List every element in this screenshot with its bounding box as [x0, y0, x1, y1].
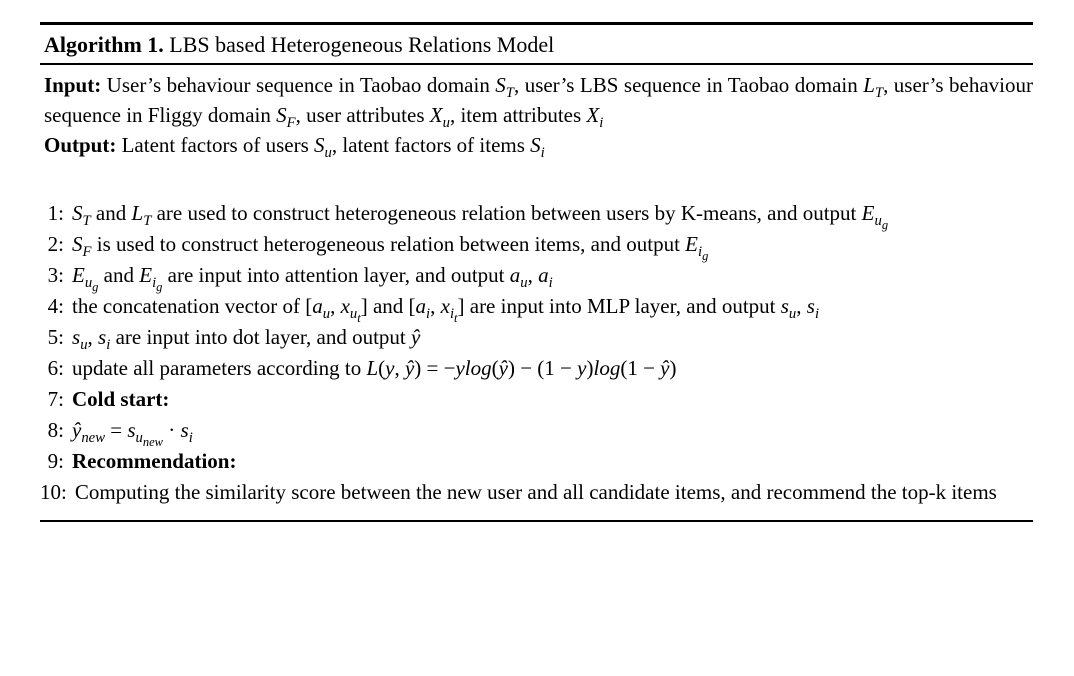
algorithm-step: [40, 291, 1033, 326]
step-text: $S_F$ is used to construct heterogeneous relation between items, and output $E_{i_g}$: [72, 232, 709, 264]
io-line: Output: Latent factors of users $S_u$, latent factors of items $S_i$: [44, 133, 545, 162]
algorithm-title: LBS based Heterogeneous Relations Model: [163, 32, 555, 57]
step-number: 10:: [40, 480, 67, 504]
step-number: 4:: [47, 294, 64, 318]
step-text: $E_{u_g}$ and $E_{i_g}$ are input into attention layer, and output $a_u$, $a_i$: [72, 263, 553, 295]
algorithm-step: [40, 446, 1033, 477]
step-number: 7:: [47, 387, 64, 411]
step-text: Cold start:: [72, 387, 170, 411]
step-number: 3:: [47, 263, 64, 287]
algorithm-step: [40, 198, 1033, 233]
step-text: Recommendation:: [72, 449, 237, 473]
algorithm-number-label: Algorithm 1.: [44, 32, 164, 57]
algorithm-step: [40, 477, 1033, 508]
algorithm-figure: [40, 22, 1033, 522]
algorithm-step: [40, 322, 1033, 353]
algorithm-header: [40, 22, 1033, 65]
step-number: 9:: [47, 449, 64, 473]
step-number: 8:: [47, 418, 64, 442]
step-number: 2:: [47, 232, 64, 256]
step-number: 1:: [47, 201, 64, 225]
step-text: Computing the similarity score between the new user and all candidate items, and recommend the top-k items: [74, 480, 997, 504]
algorithm-step: [40, 229, 1033, 264]
algorithm-step: [40, 415, 1033, 450]
io-label: Input:: [44, 73, 102, 97]
algorithm-step: [40, 353, 1033, 384]
step-text: $S_T$ and $L_T$ are used to construct heterogeneous relation between users by K-means, and output $E_{u_g}$: [72, 201, 889, 233]
step-text: the concatenation vector of [$a_u$, $x_{u_t}$] and [$a_i$, $x_{i_t}$] are input into MLP layer, and output $s_u$, $s_i$: [72, 294, 820, 326]
io-label: Output:: [44, 133, 117, 157]
step-number: 6:: [47, 356, 64, 380]
bottom-rule: [40, 520, 1033, 522]
step-text: update all parameters according to L(y, ŷ) = −ylog(ŷ) − (1 − y)log(1 − ŷ): [72, 356, 677, 380]
step-text: $ŷ_{new} = s_{u_{new}} \cdot s_i$: [72, 418, 193, 450]
algorithm-step: [40, 260, 1033, 295]
algorithm-steps: [40, 198, 1033, 508]
step-number: 5:: [47, 325, 64, 349]
io-line: Input: User’s behaviour sequence in Taobao domain $S_T$, user’s LBS sequence in Taobao domain $L_T$, user’s behaviour sequence in Fliggy domain $S_F$, user attributes $X_u$, item attributes $X_i$: [44, 73, 1033, 132]
step-text: $s_u$, $s_i$ are input into dot layer, and output ŷ: [72, 325, 421, 354]
algorithm-preamble: [40, 65, 1033, 160]
algorithm-step: [40, 384, 1033, 415]
